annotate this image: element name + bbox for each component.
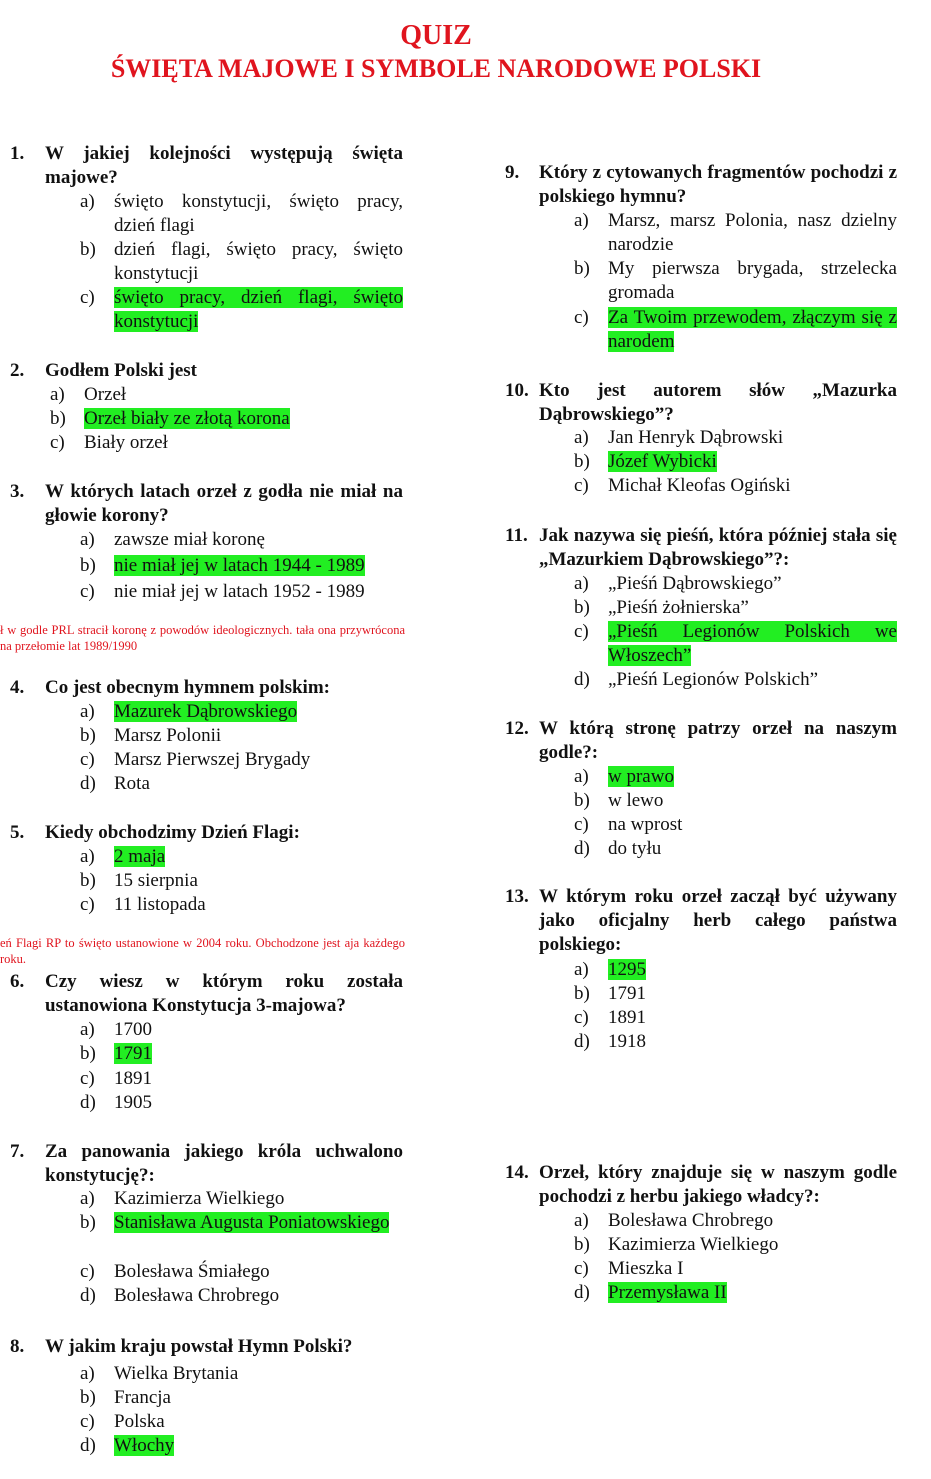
correct-answer-option	[114, 554, 403, 578]
option-letter: b)	[80, 1212, 96, 1233]
correct-answer-option	[84, 407, 403, 431]
answer-option	[608, 426, 897, 450]
answer-option	[114, 869, 403, 893]
option-text: Orzeł biały ze złotą korona	[84, 408, 290, 429]
option-letter: a)	[80, 1363, 95, 1384]
option-text: święto konstytucji, święto pracy, dzień flagi	[114, 191, 403, 236]
option-letter: d)	[80, 773, 96, 794]
answer-option	[608, 668, 897, 692]
answer-option	[114, 1091, 403, 1115]
option-text: Kazimierza Wielkiego	[114, 1188, 285, 1209]
correct-answer-option	[114, 700, 403, 724]
answer-option	[114, 1362, 403, 1386]
answer-option	[114, 1187, 403, 1211]
answer-option	[608, 257, 897, 305]
question-text: W jakiej kolejności występują święta majowe?	[45, 143, 403, 188]
question-text: W którym roku orzeł zaczął być używany jako oficjalny herb całego państwa polskiego:	[539, 886, 897, 955]
question-number: 1.	[10, 143, 25, 164]
option-letter: a)	[80, 1019, 95, 1040]
question-number: 4.	[10, 677, 25, 698]
option-text: Francja	[114, 1387, 171, 1408]
correct-answer-option	[608, 765, 897, 789]
answer-option	[608, 209, 897, 257]
question-text: W których latach orzeł z godła nie miał na głowie korony?	[45, 481, 403, 526]
option-text: Wielka Brytania	[114, 1363, 239, 1384]
option-text: Rota	[114, 773, 150, 794]
option-letter: d)	[574, 838, 590, 859]
option-text: 11 listopada	[114, 894, 206, 915]
answer-option	[114, 1067, 403, 1091]
question-number: 9.	[505, 162, 520, 183]
question-number: 6.	[10, 971, 25, 992]
option-text: w prawo	[608, 766, 674, 787]
option-letter: a)	[574, 427, 589, 448]
answer-option	[114, 190, 403, 238]
option-text: Bolesława Chrobrego	[608, 1210, 774, 1231]
option-text: Marsz Polonii	[114, 725, 222, 746]
option-text: święto pracy, dzień flagi, święto konstytucji	[114, 287, 403, 332]
correct-answer-option	[608, 306, 897, 354]
option-text: Mieszka I	[608, 1258, 684, 1279]
option-text: Polska	[114, 1411, 165, 1432]
answer-option	[114, 724, 403, 748]
answer-option	[114, 772, 403, 796]
answer-explanation-note: eń Flagi RP to święto ustanowione w 2004 roku. Obchodzone jest aja każdego roku.	[0, 936, 405, 966]
option-text: do tyłu	[608, 838, 662, 859]
option-text: Bolesława Śmiałego	[114, 1261, 270, 1282]
option-text: Bolesława Chrobrego	[114, 1285, 280, 1306]
option-text: Marsz Pierwszej Brygady	[114, 749, 311, 770]
correct-answer-option	[114, 286, 403, 334]
answer-option	[114, 238, 403, 286]
option-letter: b)	[80, 1043, 96, 1064]
option-letter: c)	[80, 581, 95, 602]
question-number: 13.	[505, 886, 529, 907]
question-number: 14.	[505, 1162, 529, 1183]
option-text: Stanisława Augusta Poniatowskiego	[114, 1212, 390, 1233]
answer-option	[114, 528, 403, 552]
option-text: w lewo	[608, 790, 664, 811]
option-text: Biały orzeł	[84, 432, 168, 453]
answer-option	[114, 1284, 403, 1308]
option-text: Włochy	[114, 1435, 175, 1456]
option-text: 1700	[114, 1019, 152, 1040]
question-number: 8.	[10, 1336, 25, 1357]
question-text: Co jest obecnym hymnem polskim:	[45, 677, 330, 698]
option-text: Marsz, marsz Polonia, nasz dzielny narodzie	[608, 210, 897, 255]
answer-option	[114, 1386, 403, 1410]
option-text: Jan Henryk Dąbrowski	[608, 427, 784, 448]
option-letter: b)	[80, 555, 96, 576]
option-letter: c)	[80, 1068, 95, 1089]
option-letter: b)	[80, 1387, 96, 1408]
option-text: Michał Kleofas Ogiński	[608, 475, 791, 496]
answer-option	[608, 572, 897, 596]
option-text: 15 sierpnia	[114, 870, 198, 891]
question-text: Kiedy obchodzimy Dzień Flagi:	[45, 822, 300, 843]
option-letter: d)	[80, 1285, 96, 1306]
option-text: „Pieśń Legionów Polskich”	[608, 669, 819, 690]
option-letter: b)	[574, 1234, 590, 1255]
option-text: 1918	[608, 1031, 646, 1052]
option-text: „Pieśń żołnierska”	[608, 597, 749, 618]
correct-answer-option	[114, 845, 403, 869]
option-text: nie miał jej w latach 1944 - 1989	[114, 555, 365, 576]
option-text: nie miał jej w latach 1952 - 1989	[114, 581, 365, 602]
question-text: Czy wiesz w którym roku została ustanowiona Konstytucja 3-majowa?	[45, 971, 403, 1016]
question-number: 10.	[505, 380, 529, 401]
option-text: 1791	[608, 983, 646, 1004]
option-text: dzień flagi, święto pracy, święto konstytucji	[114, 239, 403, 284]
option-letter: c)	[574, 475, 589, 496]
option-letter: b)	[574, 258, 590, 279]
option-letter: c)	[80, 749, 95, 770]
answer-option	[608, 1233, 897, 1257]
answer-explanation-note: ł w godle PRL stracił koronę z powodów ideologicznych. tała ona przywrócona na przełomie lat 1989/1990	[0, 623, 405, 653]
option-letter: d)	[80, 1435, 96, 1456]
answer-option	[608, 1006, 897, 1030]
correct-answer-option	[114, 1042, 403, 1066]
answer-option	[608, 474, 897, 498]
answer-option	[114, 580, 403, 604]
option-letter: b)	[574, 983, 590, 1004]
question-number: 2.	[10, 360, 25, 381]
option-text: zawsze miał koronę	[114, 529, 265, 550]
option-letter: b)	[574, 451, 590, 472]
answer-option	[114, 748, 403, 772]
option-letter: d)	[574, 669, 590, 690]
option-text: Orzeł	[84, 384, 127, 405]
option-text: 1891	[114, 1068, 152, 1089]
option-letter: a)	[80, 701, 95, 722]
answer-option	[114, 1410, 403, 1434]
question-number: 12.	[505, 718, 529, 739]
option-text: Mazurek Dąbrowskiego	[114, 701, 298, 722]
question-text: W jakim kraju powstał Hymn Polski?	[45, 1336, 353, 1357]
answer-option	[608, 982, 897, 1006]
quiz-title: QUIZ	[400, 20, 472, 51]
correct-answer-option	[608, 450, 897, 474]
answer-option	[114, 1260, 403, 1284]
correct-answer-option	[608, 1281, 897, 1305]
option-text: „Pieśń Legionów Polskich we Włoszech”	[608, 621, 897, 666]
option-letter: c)	[574, 1007, 589, 1028]
answer-option	[114, 893, 403, 917]
question-text: Jak nazywa się pieśń, która później stała się „Mazurkiem Dąbrowskiego”?:	[539, 525, 897, 570]
option-letter: c)	[80, 894, 95, 915]
question-text: Orzeł, który znajduje się w naszym godle pochodzi z herbu jakiego władcy?:	[539, 1162, 897, 1207]
option-letter: c)	[574, 307, 589, 328]
option-text: 1891	[608, 1007, 646, 1028]
option-letter: a)	[50, 384, 65, 405]
option-letter: c)	[50, 432, 65, 453]
answer-option	[608, 837, 897, 861]
answer-option	[84, 431, 403, 455]
option-letter: a)	[574, 959, 589, 980]
correct-answer-option	[608, 620, 897, 668]
quiz-subtitle: ŚWIĘTA MAJOWE I SYMBOLE NARODOWE POLSKI	[110, 54, 762, 83]
question-text: Godłem Polski jest	[45, 360, 197, 381]
option-letter: b)	[80, 870, 96, 891]
option-letter: b)	[80, 725, 96, 746]
option-text: 1295	[608, 959, 646, 980]
correct-answer-option	[114, 1434, 403, 1458]
question-number: 11.	[505, 525, 528, 546]
option-letter: a)	[574, 210, 589, 231]
option-letter: a)	[80, 846, 95, 867]
answer-option	[608, 1257, 897, 1281]
correct-answer-option	[114, 1211, 403, 1235]
option-letter: d)	[574, 1031, 590, 1052]
question-text: W którą stronę patrzy orzeł na naszym godle?:	[539, 718, 897, 763]
option-text: Przemysława II	[608, 1282, 727, 1303]
option-letter: c)	[574, 814, 589, 835]
option-text: Za Twoim przewodem, złączym się z narodem	[608, 307, 897, 352]
option-letter: c)	[80, 1261, 95, 1282]
option-text: Kazimierza Wielkiego	[608, 1234, 779, 1255]
answer-option	[608, 813, 897, 837]
answer-option	[608, 789, 897, 813]
option-letter: c)	[574, 1258, 589, 1279]
option-letter: c)	[574, 621, 589, 642]
answer-option	[84, 383, 403, 407]
option-text: My pierwsza brygada, strzelecka gromada	[608, 258, 897, 303]
option-letter: b)	[574, 790, 590, 811]
option-text: Józef Wybicki	[608, 451, 717, 472]
question-number: 3.	[10, 481, 25, 502]
option-letter: a)	[80, 1188, 95, 1209]
answer-option	[114, 1018, 403, 1042]
answer-option	[608, 1030, 897, 1054]
option-letter: a)	[80, 529, 95, 550]
option-letter: b)	[574, 597, 590, 618]
option-letter: c)	[80, 287, 95, 308]
option-letter: b)	[50, 408, 66, 429]
question-number: 5.	[10, 822, 25, 843]
option-letter: b)	[80, 239, 96, 260]
answer-option	[608, 596, 897, 620]
option-text: 2 maja	[114, 846, 166, 867]
option-letter: d)	[574, 1282, 590, 1303]
option-text: na wprost	[608, 814, 683, 835]
option-letter: a)	[574, 573, 589, 594]
option-letter: d)	[80, 1092, 96, 1113]
option-text: 1791	[114, 1043, 152, 1064]
correct-answer-option	[608, 958, 897, 982]
option-text: 1905	[114, 1092, 152, 1113]
option-text: „Pieśń Dąbrowskiego”	[608, 573, 782, 594]
option-letter: a)	[80, 191, 95, 212]
option-letter: a)	[574, 1210, 589, 1231]
question-text: Za panowania jakiego króla uchwalono konstytucję?:	[45, 1141, 403, 1186]
question-text: Kto jest autorem słów „Mazurka Dąbrowskiego”?	[539, 380, 897, 425]
answer-option	[608, 1209, 897, 1233]
question-text: Który z cytowanych fragmentów pochodzi z polskiego hymnu?	[539, 162, 897, 207]
question-number: 7.	[10, 1141, 25, 1162]
option-letter: a)	[574, 766, 589, 787]
option-letter: c)	[80, 1411, 95, 1432]
